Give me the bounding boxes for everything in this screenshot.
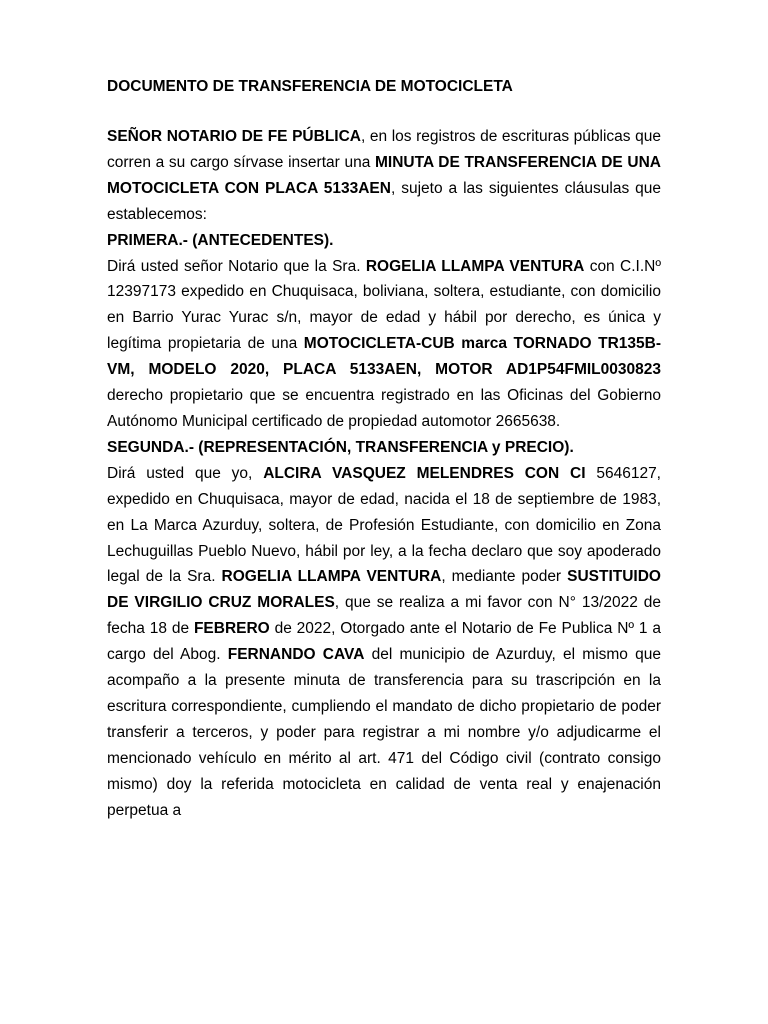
bold-text-run: MOTOCICLETA-CUB marca TORNADO TR135B-VM, MODELO 2020, PLACA 5133AEN, MOTOR AD1P54FMIL0030823 (107, 335, 661, 379)
text-run: , que se realiza a mi favor con N° 13/2022 de fecha 18 de (107, 594, 661, 638)
bold-text-run: ALCIRA VASQUEZ MELENDRES CON CI (263, 464, 586, 482)
bold-text-run: FERNANDO CAVA (227, 646, 365, 664)
text-run: con C.I.Nº 12397173 expedido en Chuquisaca, boliviana, soltera, estudiante, con domicilio en Barrio Yurac Yurac s/n, mayor de edad y hábil por derecho, es única y legítima propietaria de una (107, 257, 661, 353)
bold-text-run: MINUTA DE TRANSFERENCIA DE UNA MOTOCICLETA CON PLACA 5133AEN (107, 153, 661, 197)
document-body (107, 124, 661, 823)
text-run: derecho propietario que se encuentra registrado en las Oficinas del Gobierno Autónomo Municipal certificado de propiedad automotor 2665638. (107, 387, 661, 430)
text-run: de 2022, Otorgado ante el Notario de Fe Publica Nº 1 a cargo del Abog. (107, 620, 661, 664)
text-run: , mediante poder (441, 568, 568, 586)
text-run: , sujeto a las siguientes cláusulas que establecemos: (107, 179, 662, 223)
clause-primera-heading (107, 228, 661, 254)
text-run: del municipio de Azurduy, el mismo que acompaño a la presente minuta de transferencia para su trascripción en la escritura correspondiente, cumpliendo el mandato de dicho propietario de poder transferir a terceros, y poder para registrar a mi nombre y/o adjudicarme el mencionado vehículo en mérito al art. 471 del Código civil (contrato consigo mismo) doy la referida motocicleta en calidad de venta real y enajenación perpetua a (107, 646, 661, 819)
document-title: DOCUMENTO DE TRANSFERENCIA DE MOTOCICLETA (107, 78, 513, 95)
clause-segunda-heading (107, 435, 661, 461)
clause-primera-body (107, 254, 661, 435)
clause-heading: SEGUNDA.- (REPRESENTACIÓN, TRANSFERENCIA y PRECIO). (107, 438, 574, 456)
bold-text-run: SUSTITUIDO DE VIRGILIO CRUZ MORALES (107, 568, 661, 612)
bold-text-run: FEBRERO (193, 620, 270, 638)
intro-paragraph (107, 124, 661, 228)
bold-text-run: ROGELIA LLAMPA VENTURA (365, 257, 585, 275)
bold-text-run: ROGELIA LLAMPA VENTURA (221, 568, 442, 586)
text-run: Dirá usted que yo, (107, 464, 264, 482)
text-run: Dirá usted señor Notario que la Sra. (107, 257, 366, 275)
clause-heading: PRIMERA.- (ANTECEDENTES). (107, 231, 334, 249)
clause-segunda-body (107, 461, 661, 824)
text-run: , en los registros de escrituras públicas que corren a su cargo sírvase insertar una (107, 128, 661, 171)
bold-text-run: SEÑOR NOTARIO DE FE PÚBLICA (107, 128, 361, 145)
text-run: 5646127, expedido en Chuquisaca, mayor de edad, nacida el 18 de septiembre de 1983, en La Marca Azurduy, soltera, de Profesión Estudiante, con domicilio en Zona Lechuguillas Pueblo Nuevo, hábil por ley, a la fecha declaro que soy apoderado legal de la Sra. (107, 464, 661, 586)
